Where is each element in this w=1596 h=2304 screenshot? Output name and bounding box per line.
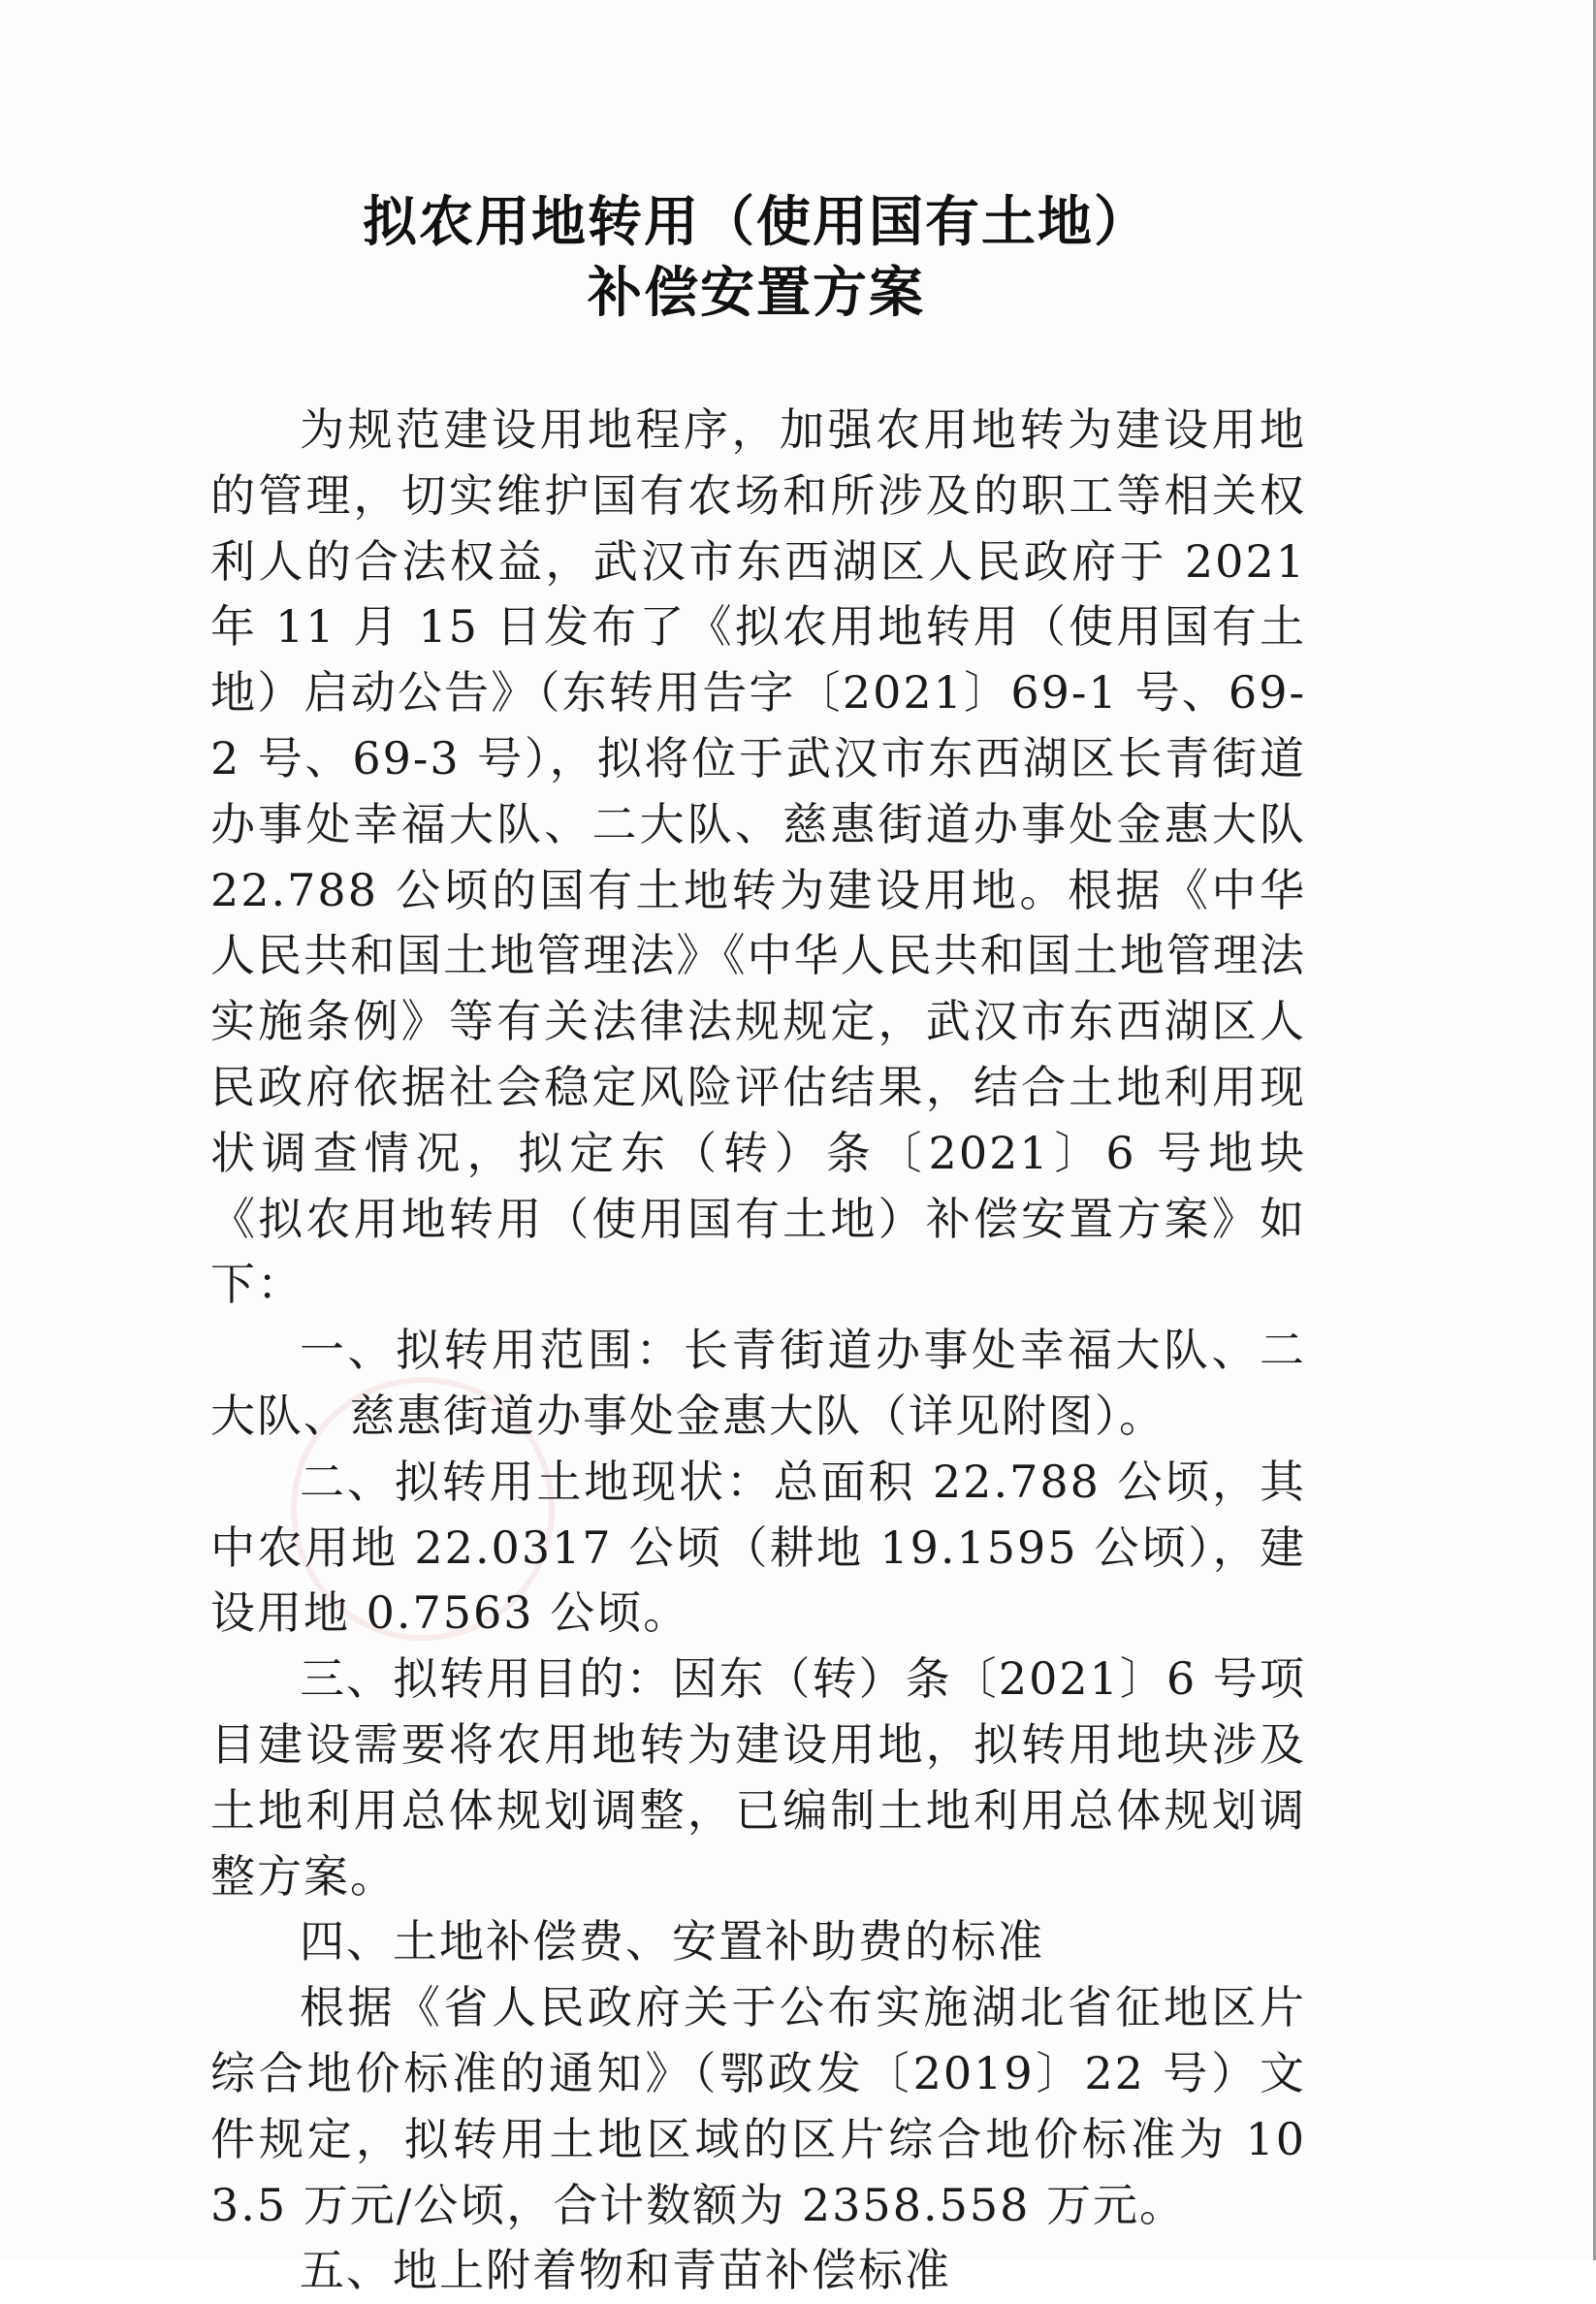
paragraph-intro: 为规范建设用地程序，加强农用地转为建设用地的管理，切实维护国有农场和所涉及的职工等相关权利人的合法权益，武汉市东西湖区人民政府于 2021 年 11 月 15 日发布了《拟农用地转用（使用国有土地）启动公告》（东转用告字〔2021〕69-1 号、69-2 号、69-3 号），拟将位于武汉市东西湖区长青街道办事处幸福大队、二大队、慈惠街道办事处金惠大队 22.788 公顷的国有土地转为建设用地。根据《中华人民共和国土地管理法》《中华人民共和国土地管理法实施条例》等有关法律法规规定，武汉市东西湖区人民政府依据社会稳定风险评估结果，结合土地利用现状调查情况，拟定东（转）条〔2021〕6 号地块《拟农用地转用（使用国有土地）补偿安置方案》如下： <box>210 403 1306 1311</box>
document-title-line-1: 拟农用地转用（使用国有土地） <box>363 191 1150 254</box>
paragraph-attachments-heading: 五、地上附着物和青苗补偿标准 <box>300 2244 951 2297</box>
paragraph-scope: 一、拟转用范围：长青街道办事处幸福大队、二大队、慈惠街道办事处金惠大队（详见附图）。 <box>210 1324 1306 1442</box>
paragraph-compensation-standard: 根据《省人民政府关于公布实施湖北省征地区片综合地价标准的通知》（鄂政发〔2019〕22 号）文件规定，拟转用土地区域的区片综合地价标准为 103.5 万元/公顷，合计数额为 2358.558 万元。 <box>210 1981 1306 2231</box>
paragraph-land-status: 二、拟转用土地现状：总面积 22.788 公顷，其中农用地 22.0317 公顷（耕地 19.1595 公顷），建设用地 0.7563 公顷。 <box>210 1455 1306 1640</box>
paragraph-compensation-heading: 四、土地补偿费、安置补助费的标准 <box>300 1915 1044 1968</box>
paragraph-purpose: 三、拟转用目的：因东（转）条〔2021〕6 号项目建设需要将农用地转为建设用地，拟转用地块涉及土地利用总体规划调整，已编制土地利用总体规划调整方案。 <box>210 1652 1306 1903</box>
document-title-line-2: 补偿安置方案 <box>588 262 925 325</box>
document-body <box>210 398 1306 2304</box>
